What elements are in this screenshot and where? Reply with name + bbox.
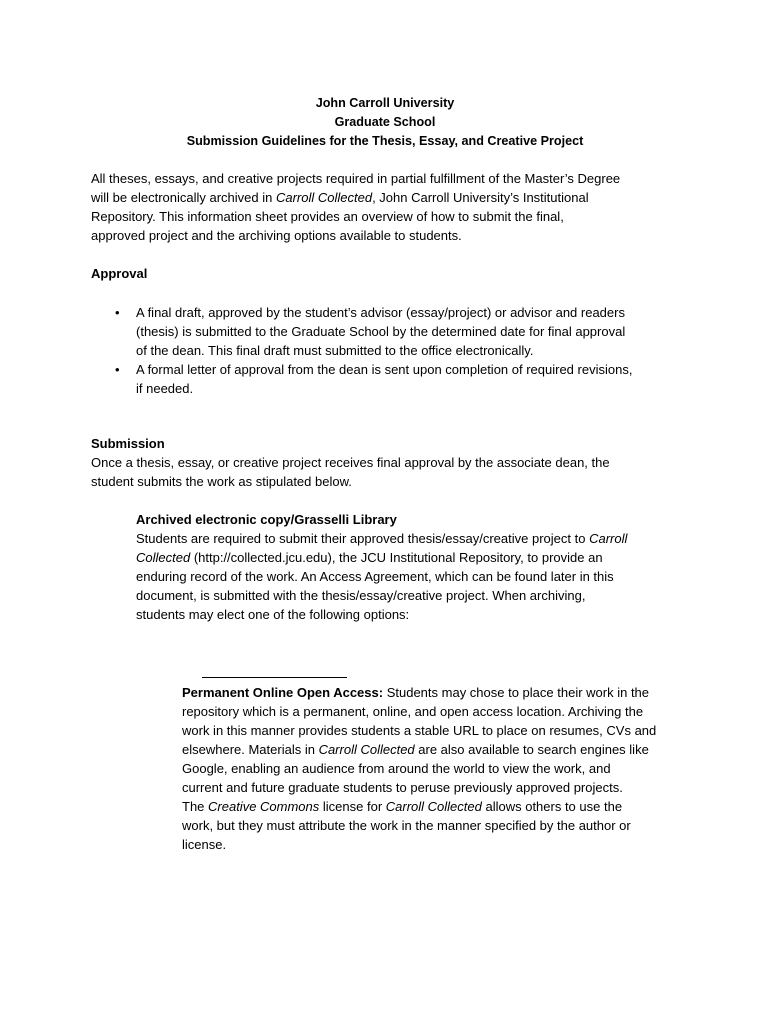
document-header bbox=[0, 94, 770, 151]
approval-list bbox=[91, 303, 691, 398]
archived-heading: Archived electronic copy/Grasselli Library bbox=[136, 512, 397, 527]
submission-paragraph: Once a thesis, essay, or creative project receives final approval by the associate dean, the student submits the work as stipulated below. bbox=[91, 455, 610, 489]
intro-paragraph bbox=[91, 169, 620, 245]
footnote-divider bbox=[202, 677, 347, 678]
intro-line: will be electronically archived in Carroll Collected, John Carroll University’s Institutional bbox=[91, 190, 589, 205]
archived-paragraph: Students are required to submit their approved thesis/essay/creative project to Carroll Collected (http://collected.jcu.edu), the JCU Institutional Repository, to provide an enduring record of the work. An Access Agreement, which can be found later in this document, is submitted with the thesis/essay/creative project. When archiving, students may elect one of the following options: bbox=[136, 531, 628, 622]
bullet-icon: • bbox=[115, 362, 120, 377]
list-item: • A formal letter of approval from the dean is sent upon completion of required revisions, if needed. bbox=[115, 362, 633, 396]
approval-heading: Approval bbox=[91, 266, 148, 281]
repository-name: Carroll Collected bbox=[275, 190, 373, 205]
document-title: Submission Guidelines for the Thesis, Essay, and Creative Project bbox=[186, 134, 584, 148]
submission-heading: Submission bbox=[91, 436, 165, 451]
list-item: • A final draft, approved by the student’s advisor (essay/project) or advisor and readers (thesis) is submitted to the Graduate School by the determined date for final approval of the dean. This final draft must submitted to the office electronically. bbox=[115, 305, 626, 358]
intro-line: Repository. This information sheet provides an overview of how to submit the final, bbox=[91, 209, 564, 224]
intro-line: approved project and the archiving options available to students. bbox=[91, 228, 462, 243]
bullet-icon: • bbox=[115, 305, 120, 320]
intro-line: All theses, essays, and creative projects required in partial fulfillment of the Master’s Degree bbox=[91, 171, 621, 186]
open-access-paragraph: Permanent Online Open Access: Students may chose to place their work in the repository which is a permanent, online, and open access location. Archiving the work in this manner provides students a stable URL to place on resumes, CVs and elsewhere. Materials in Carroll Collected are also available to search engines like Google, enabling an audience from around the world to view the work, and current and future graduate students to peruse previously approved projects. The Creative Commons license for Carroll Collected allows others to use the work, but they must attribute the work in the manner specified by the author or license. bbox=[182, 685, 657, 852]
university-name: John Carroll University bbox=[315, 96, 455, 110]
open-access-label: Permanent Online Open Access: bbox=[182, 685, 384, 700]
school-name: Graduate School bbox=[334, 115, 436, 129]
